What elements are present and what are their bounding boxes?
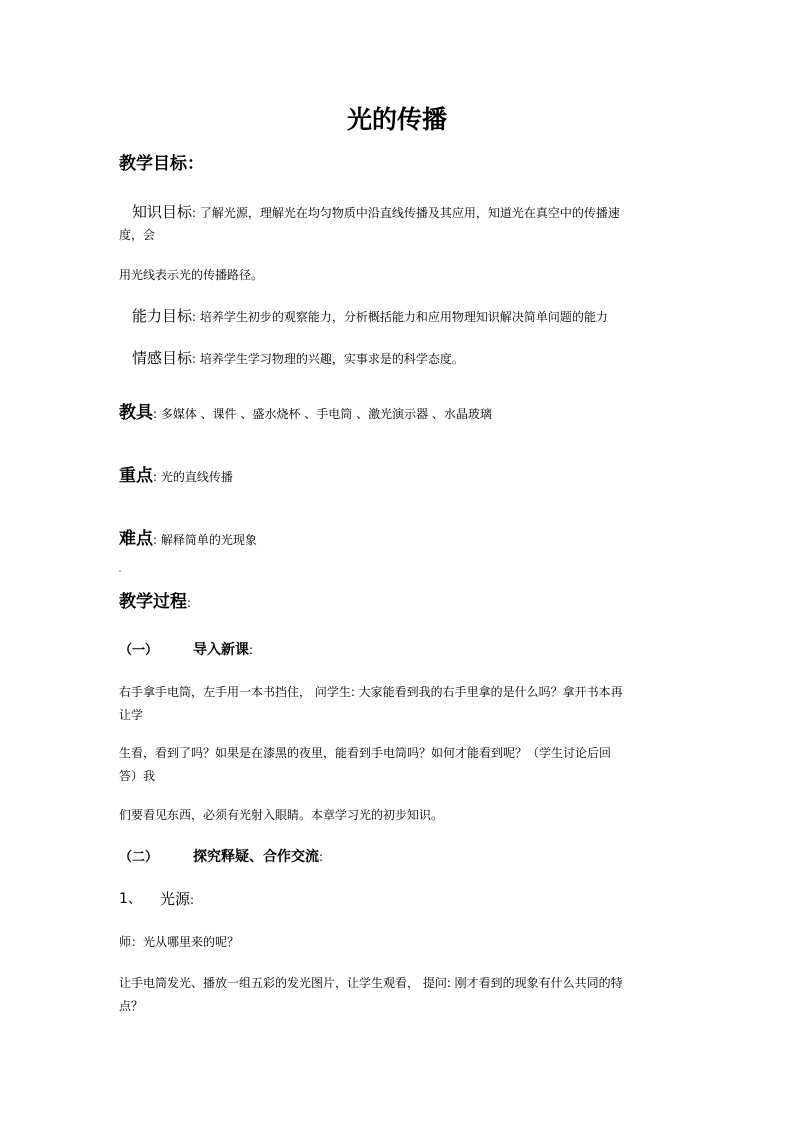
ability-goal: [132, 305, 608, 326]
item1-number-text: 1、: [119, 891, 142, 907]
knowledge-goal-line3: 用光线表示光的传播路径。: [119, 268, 264, 282]
key-point-heading: 重点: [119, 466, 153, 486]
section2-heading: [119, 846, 158, 865]
teaching-goals-heading-text: 教学目标：: [119, 154, 204, 174]
knowledge-goal-line2: 度，会: [119, 228, 156, 242]
teaching-tools-heading: 教具: [119, 403, 153, 423]
difficulty-heading: 难点: [119, 529, 153, 549]
item1-number: [119, 888, 142, 908]
key-point-text: : 光的直线传播: [153, 470, 233, 484]
key-point: [119, 461, 233, 486]
section1-number: （一）: [119, 643, 159, 658]
section2-line2: 让手电筒发光、播放一组五彩的发光图片，让学生观看， 提问: 刚才看到的现象有什么共同的特: [119, 976, 623, 990]
section1-line5: 们要看见东西，必须有光射入眼睛。本章学习光的初步知识。: [119, 808, 444, 822]
teaching-tools-text: : 多媒体 、课件 、盛水烧杯 、手电筒 、激光演示器 、水晶玻璃: [153, 407, 492, 421]
process-heading-text: 教学过程: [119, 592, 187, 612]
section2-title-text: 探究释疑、合作交流: [193, 849, 319, 865]
section1-line3: 生看，看到了吗？如果是在漆黑的夜里，能看到手电筒吗？如何才能看到呢？（学生讨论后回: [119, 746, 612, 760]
item1-title-colon: :: [190, 893, 195, 907]
section2-line3: 点？: [119, 999, 144, 1013]
item1-title-text: 光源: [160, 890, 191, 908]
teaching-goals-heading: [119, 149, 204, 174]
difficulty-text: : 解释简单的光现象: [153, 533, 257, 547]
process-heading: [119, 587, 191, 612]
teaching-tools: [119, 398, 492, 423]
item1-title: [160, 888, 194, 909]
section1-title: [193, 639, 253, 659]
emotion-goal: [132, 347, 464, 368]
stray-mark: [119, 570, 121, 572]
section2-title: [193, 846, 323, 866]
section2-number: （二）: [119, 850, 159, 865]
knowledge-goal-label: 知识目标: [132, 203, 193, 221]
section1-heading: [119, 639, 158, 658]
section1-line4: 答）我: [119, 769, 156, 783]
difficulty: [119, 524, 257, 549]
emotion-goal-label: 情感目标: [132, 349, 193, 367]
ability-goal-label: 能力目标: [132, 307, 193, 325]
page-title: 光的传播: [346, 105, 447, 134]
section1-title-colon: :: [249, 643, 254, 657]
ability-goal-text: : 培养学生初步的观察能力，分析概括能力和应用物理知识解决简单问题的能力: [192, 310, 608, 324]
section2-line1: 师：光从哪里来的呢？: [119, 935, 240, 949]
section1-line1: 右手拿手电筒，左手用一本书挡住， 问学生: 大家能看到我的右手里拿的是什么吗？拿开书本再: [119, 685, 623, 699]
process-heading-colon: :: [187, 596, 192, 610]
section1-title-text: 导入新课: [193, 642, 249, 658]
knowledge-goal-text: : 了解光源，理解光在均匀物质中沿直线传播及其应用，知道光在真空中的传播速: [192, 206, 620, 220]
knowledge-goal: [132, 201, 620, 222]
emotion-goal-text: : 培养学生学习物理的兴趣，实事求是的科学态度。: [192, 352, 464, 366]
section2-title-colon: :: [319, 850, 324, 864]
section1-line2: 让学: [119, 708, 144, 722]
